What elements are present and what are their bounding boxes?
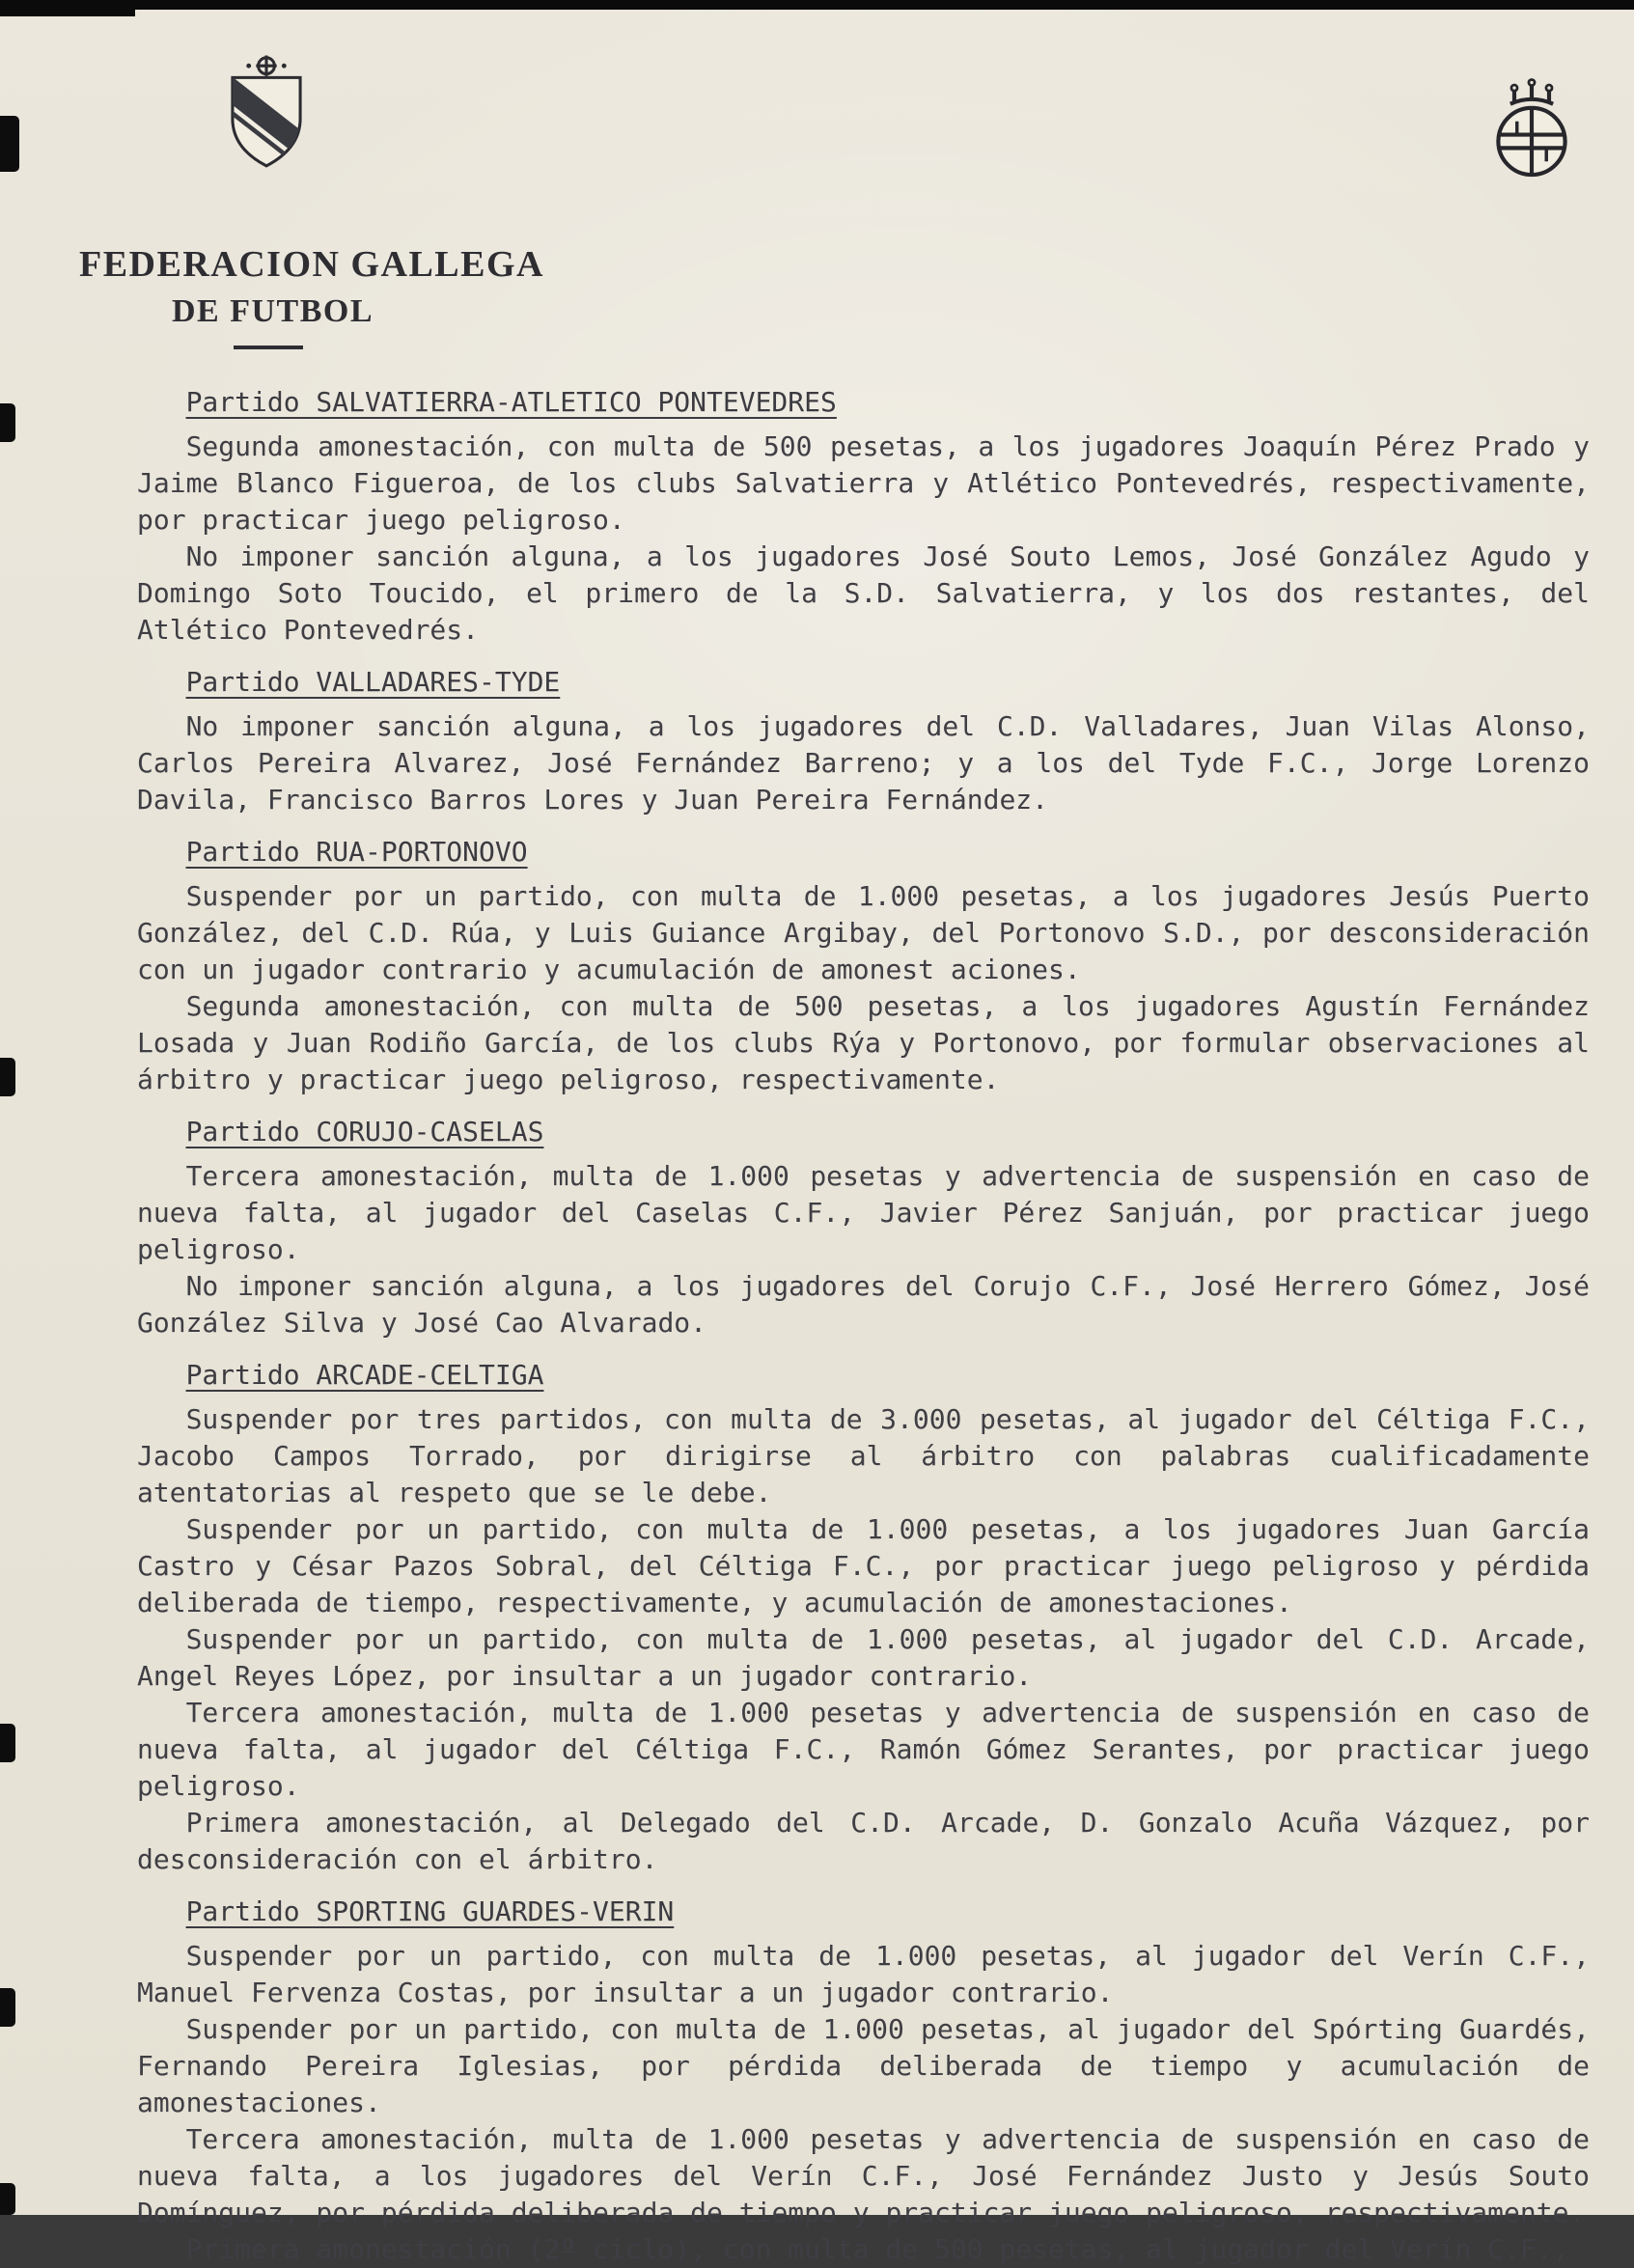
section-title: Partido RUA-PORTONOVO bbox=[185, 836, 528, 868]
section-salvatierra-atletico-pontevedres bbox=[137, 384, 1590, 649]
federation-crest-icon bbox=[214, 54, 318, 176]
paragraph: Tercera amonestación, multa de 1.000 pesetas y advertencia de suspensión en caso de nueva falta, al jugador del Caselas C.F., Javier Pérez Sanjuán, por practicar juego peligroso. bbox=[137, 1160, 1590, 1265]
binder-hole-mark bbox=[0, 403, 15, 442]
paragraph: Segunda amonestación, con multa de 500 pesetas, a los jugadores Joaquín Pérez Prado y Jaime Blanco Figueroa, de los clubs Salvatierra y Atlético Pontevedrés, respectivamente, por practicar juego peligroso. bbox=[137, 430, 1590, 536]
paragraph: Tercera amonestación, multa de 1.000 pesetas y advertencia de suspensión en caso de nueva falta, a los jugadores del Verín C.F., José Fernández Justo y Jesús Souto Domínguez, por pérdida deliberada de tiempo y practicar juego peligroso, respectivamente. bbox=[137, 2123, 1590, 2228]
document-body bbox=[137, 384, 1590, 2268]
paragraph: Primera amonestación (2º ciclo), con multa de 500 pesetas, al jugador del Verín C.F., bbox=[185, 2233, 1569, 2265]
section-title: Partido ARCADE-CELTIGA bbox=[185, 1359, 544, 1391]
paragraph: No imponer sanción alguna, a los jugadores José Souto Lemos, José González Agudo y Domingo Soto Toucido, el primero de la S.D. Salvatierra, y los dos restantes, del Atlético Pontevedrés. bbox=[137, 540, 1590, 646]
section-title: Partido CORUJO-CASELAS bbox=[185, 1116, 544, 1148]
paragraph: Suspender por un partido, con multa de 1.000 pesetas, a los jugadores Juan García Castro y César Pazos Sobral, del Céltiga F.C., por practicar juego peligroso y pérdida deliberada de tiempo, respectivamente, y acumulación de amonestaciones. bbox=[137, 1513, 1590, 1618]
paragraph: No imponer sanción alguna, a los jugadores del C.D. Valladares, Juan Vilas Alonso, Carlos Pereira Alvarez, José Fernández Barreno; y a los del Tyde F.C., Jorge Lorenzo Davila, Francisco Barros Lores y Juan Pereira Fernández. bbox=[137, 710, 1590, 816]
paragraph: Suspender por un partido, con multa de 1.000 pesetas, a los jugadores Jesús Puerto González, del C.D. Rúa, y Luis Guiance Argibay, del Portonovo S.D., por desconsideración con un jugador contrario y acumulación de amonest aciones. bbox=[137, 880, 1590, 985]
binder-hole-mark bbox=[0, 1058, 15, 1096]
binder-hole-mark bbox=[0, 2183, 15, 2215]
section-valladares-tyde bbox=[137, 664, 1590, 818]
org-name-line2: DE FUTBOL bbox=[172, 293, 374, 329]
org-name-line1: FEDERACION GALLEGA bbox=[79, 244, 544, 285]
section-rua-portonovo bbox=[137, 834, 1590, 1098]
letterhead-rule bbox=[234, 346, 303, 349]
scan-edge-top bbox=[0, 0, 1634, 10]
section-sporting-guardes-verin bbox=[137, 1894, 1590, 2268]
letterhead bbox=[79, 243, 544, 349]
paragraph: Suspender por un partido, con multa de 1.000 pesetas, al jugador del Verín C.F., Manuel Fervenza Costas, por insultar a un jugador contrario. bbox=[137, 1940, 1590, 2008]
section-arcade-celtiga bbox=[137, 1357, 1590, 1878]
binder-hole-mark bbox=[0, 116, 19, 172]
paragraph: Suspender por un partido, con multa de 1.000 pesetas, al jugador del Spórting Guardés, Fernando Pereira Iglesias, por pérdida deliberada de tiempo y acumulación de amonestaciones. bbox=[137, 2013, 1590, 2118]
section-title: Partido SPORTING GUARDES-VERIN bbox=[185, 1895, 675, 1927]
paragraph: Segunda amonestación, con multa de 500 pesetas, a los jugadores Agustín Fernández Losada y Juan Rodiño García, de los clubs Rýa y Portonovo, por formular observaciones al árbitro y practicar juego peligroso, respectivamente. bbox=[137, 990, 1590, 1095]
paragraph: Tercera amonestación, multa de 1.000 pesetas y advertencia de suspensión en caso de nueva falta, al jugador del Céltiga F.C., Ramón Gómez Serantes, por practicar juego peligroso. bbox=[137, 1697, 1590, 1802]
royal-crest-icon bbox=[1484, 77, 1579, 185]
section-title: Partido VALLADARES-TYDE bbox=[185, 666, 561, 698]
section-corujo-caselas bbox=[137, 1114, 1590, 1341]
section-title: Partido SALVATIERRA-ATLETICO PONTEVEDRES bbox=[185, 386, 837, 418]
scan-edge-top-left bbox=[0, 0, 135, 16]
paragraph: Primera amonestación, al Delegado del C.D. Arcade, D. Gonzalo Acuña Vázquez, por desconsideración con el árbitro. bbox=[137, 1807, 1590, 1875]
paragraph: No imponer sanción alguna, a los jugadores del Corujo C.F., José Herrero Gómez, José González Silva y José Cao Alvarado. bbox=[137, 1270, 1590, 1339]
paragraph: Suspender por tres partidos, con multa de 3.000 pesetas, al jugador del Céltiga F.C., Jacobo Campos Torrado, por dirigirse al árbitro con palabras cualificadamente atentatorias al respeto que se le debe. bbox=[137, 1403, 1590, 1508]
binder-hole-mark bbox=[0, 1724, 15, 1762]
paragraph: Suspender por un partido, con multa de 1.000 pesetas, al jugador del C.D. Arcade, Angel Reyes López, por insultar a un jugador contrario. bbox=[137, 1623, 1590, 1692]
binder-hole-mark bbox=[0, 1988, 15, 2027]
